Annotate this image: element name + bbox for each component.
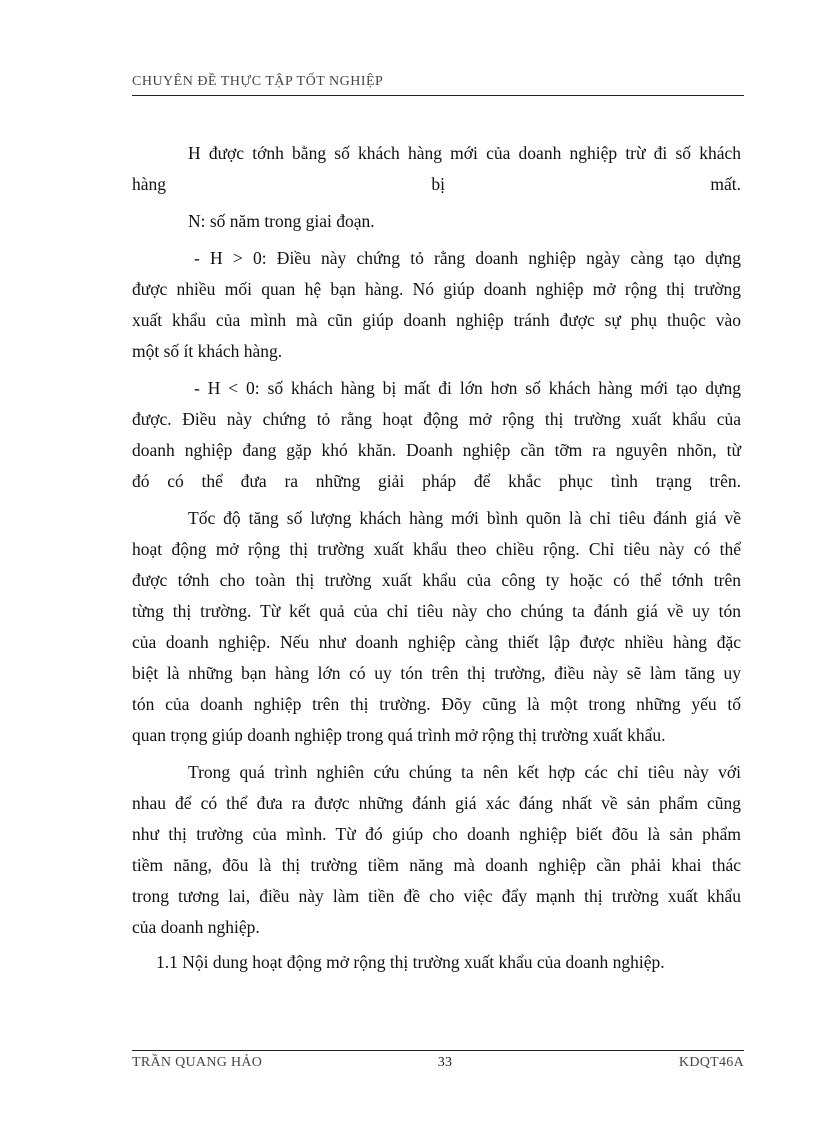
footer-rule [132,1050,744,1051]
paragraph-line: Trong quá trình nghiên cứu chúng ta nên kết hợp các chỉ tiêu này với [188,762,741,782]
running-header: CHUYÊN ĐỀ THỰC TẬP TỐT NGHIỆP [132,74,384,89]
paragraph-line: như thị trường của mình. Từ đó giúp cho doanh nghiệp biết đõu là sản phẩm [132,824,741,844]
paragraph-line: biệt là những bạn hàng lớn có uy tón trên thị trường, điều này sẽ làm tăng uy [132,663,741,683]
paragraph-line: tón của doanh nghiệp trên thị trường. Đõy cũng là một trong những yếu tố [132,694,741,714]
paragraph-line: quan trọng giúp doanh nghiệp trong quá trình mở rộng thị trường xuất khẩu. [132,725,666,745]
paragraph-line: trong tương lai, điều này làm tiền đề cho việc đẩy mạnh thị trường xuất khẩu [132,886,741,906]
paragraph-line: H được tớnh bằng số khách hàng mới của doanh nghiệp trừ đi số khách [188,143,741,163]
paragraph-line: - H < 0: số khách hàng bị mất đi lớn hơn số khách hàng mới tạo dựng [194,378,741,398]
paragraph-line: được tớnh cho toàn thị trường xuất khẩu của công ty hoặc có thể tớnh trên [132,570,741,590]
paragraph-line: được nhiều mối quan hệ bạn hàng. Nó giúp doanh nghiệp mở rộng thị trường [132,279,741,299]
paragraph-line: đó có thể đưa ra những giải pháp để khắc phục tình trạng trên. [132,471,741,491]
footer-author: TRẦN QUANG HẢO [132,1055,263,1070]
paragraph-line: nhau để có thể đưa ra được những đánh giá xác đáng nhất về sản phẩm cũng [132,793,741,813]
paragraph-line: doanh nghiệp đang gặp khó khăn. Doanh nghiệp cần tỡm ra nguyên nhõn, từ [132,440,741,460]
paragraph-line: một số ít khách hàng. [132,341,283,361]
paragraph-line: Tốc độ tăng số lượng khách hàng mới bình quõn là chỉ tiêu đánh giá về [188,508,741,528]
paragraph-line: N: số năm trong giai đoạn. [188,211,375,231]
paragraph-line: được. Điều này chứng tỏ rằng hoạt động mở rộng thị trường xuất khẩu của [132,409,741,429]
paragraph-line: của doanh nghiệp. [132,917,260,937]
header-rule [132,95,744,96]
paragraph-line: của doanh nghiệp. Nếu như doanh nghiệp càng thiết lập được nhiều hàng đặc [132,632,741,652]
paragraph-line: - H > 0: Điều này chứng tỏ rằng doanh nghiệp ngày càng tạo dựng [194,248,741,268]
paragraph-line: tiềm năng, đõu là thị trường tiềm năng mà doanh nghiệp cần phải khai thác [132,855,741,875]
paragraph-line: xuất khẩu của mình mà cũn giúp doanh nghiệp tránh được sự phụ thuộc vào [132,310,741,330]
paragraph-line: hoạt động mở rộng thị trường xuất khẩu theo chiều rộng. Chỉ tiêu này có thể [132,539,741,559]
paragraph-line: từng thị trường. Từ kết quả của chỉ tiêu này cho chúng ta đánh giá về uy tón [132,601,741,621]
document-body [132,138,741,978]
section-heading: 1.1 Nội dung hoạt động mở rộng thị trường xuất khẩu của doanh nghiệp. [156,952,665,972]
page-number: 33 [437,1055,453,1070]
footer-class-code: KDQT46A [678,1055,744,1070]
paragraph-line: hàng bị mất. [132,174,741,194]
